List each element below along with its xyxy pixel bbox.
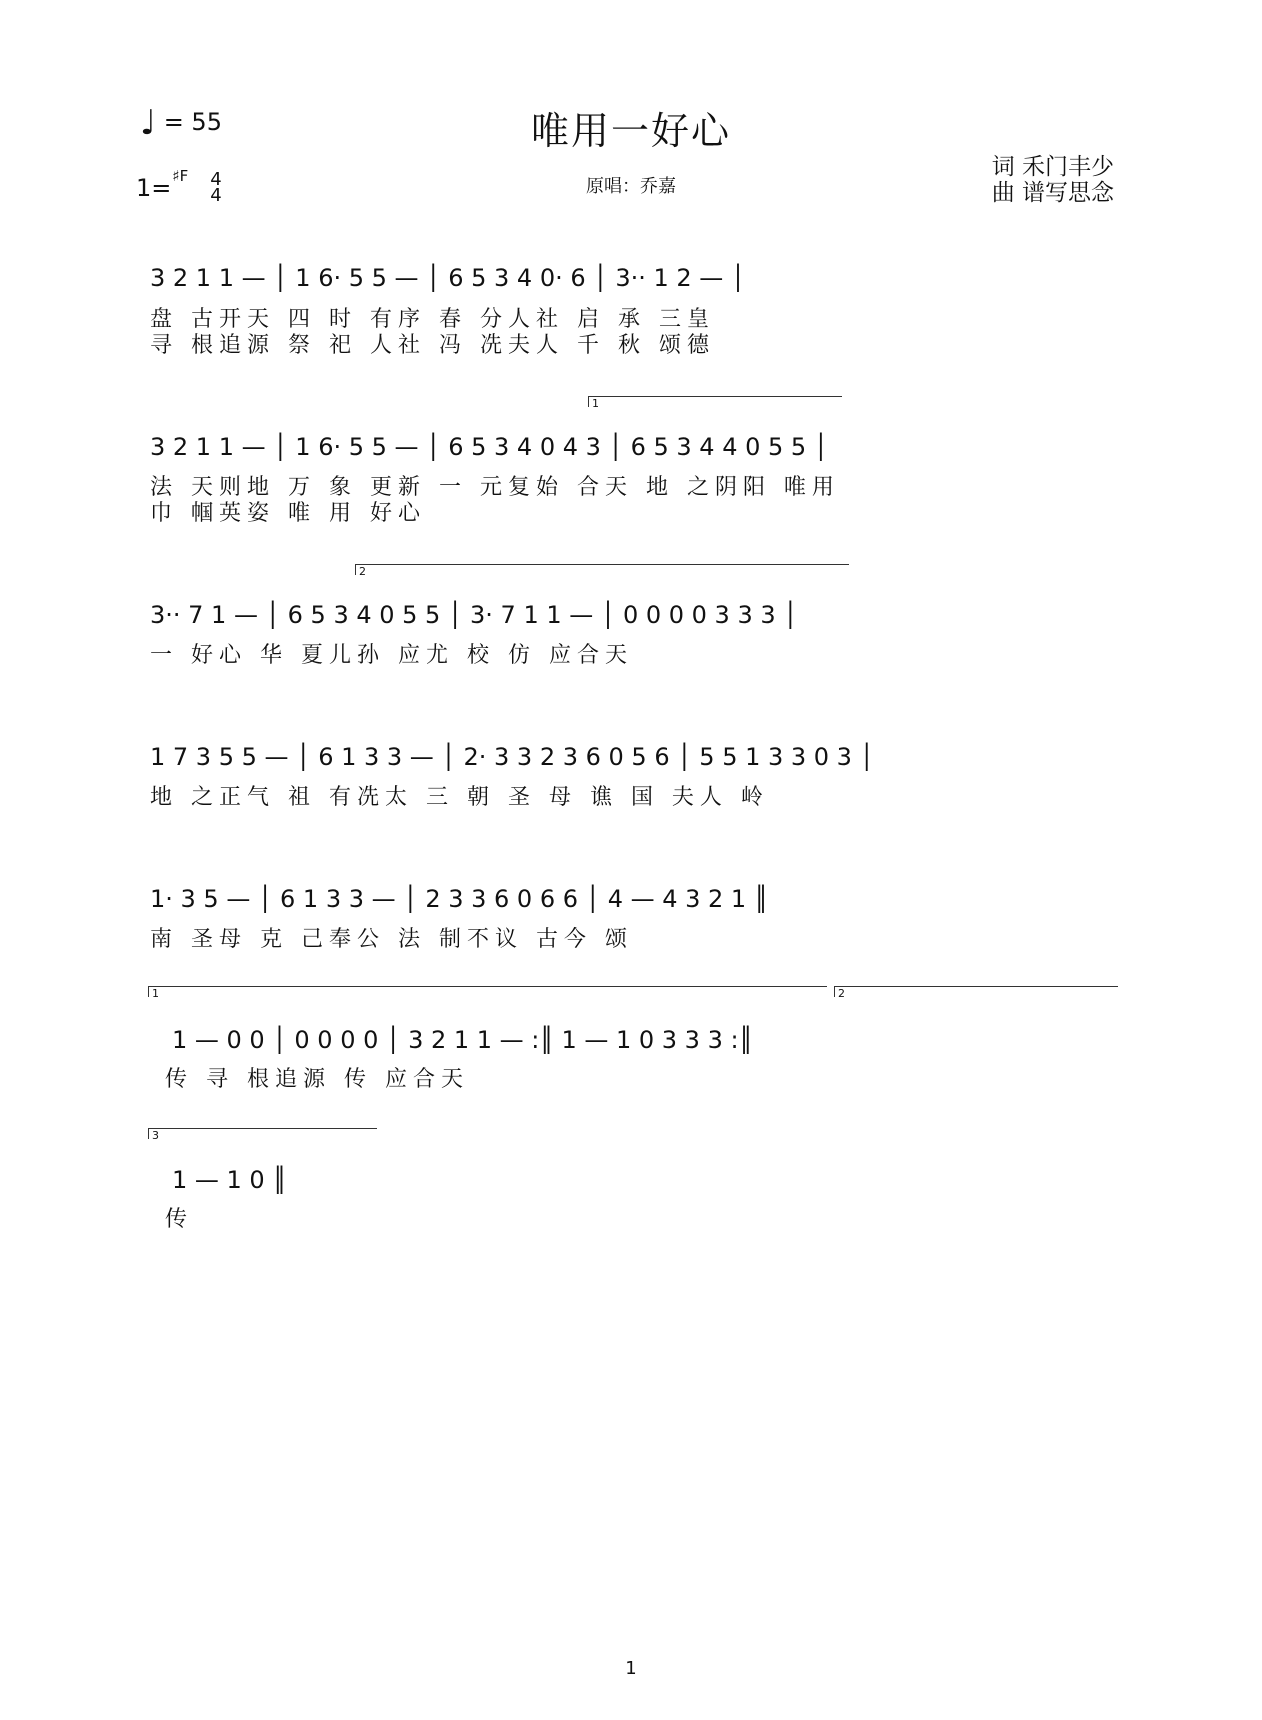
notation-line: 3·· 7 1 — │ 6 5 3 4 0 5 5 │ 3· 7 1 1 — │ 0 0 0 0 3 3 3 │ <box>150 601 798 629</box>
page-number: 1 <box>625 1658 637 1679</box>
volta-bracket: 3 <box>148 1128 377 1139</box>
lyricist: 词 禾门丰少 <box>991 154 1114 180</box>
lyric-verse-2: 寻 根追源 祭 祀 人社 冯 冼夫人 千 秋 颂德 <box>150 333 715 358</box>
credits <box>992 154 1114 206</box>
singer-credit: 原唱：乔嘉 <box>586 176 676 197</box>
volta-bracket: 2 <box>834 986 1118 997</box>
score-row-6 <box>150 1020 1120 1060</box>
composer: 曲 谱写思念 <box>991 180 1114 206</box>
notation-line: 1 — 1 0 ║ <box>172 1166 287 1194</box>
notation-line: 1· 3 5 — │ 6 1 3 3 — │ 2 3 3 6 0 6 6 │ 4 — 4 3 2 1 ║ <box>150 885 769 913</box>
lyric-verse-1: 地 之正气 祖 有冼太 三 朝 圣 母 谯 国 夫人 岭 <box>150 785 769 810</box>
notation-line: 3 2 1 1 — │ 1 6· 5 5 — │ 6 5 3 4 0· 6 │ 3·· 1 2 — │ <box>150 264 746 292</box>
notation-line: 1 — 0 0 │ 0 0 0 0 │ 3 2 1 1 — :║ 1 — 1 0 3 3 3 :║ <box>172 1026 754 1054</box>
score-row-7 <box>150 1160 1120 1200</box>
lyric-verse-1: 传 寻 根追源 传 应合天 <box>165 1067 469 1092</box>
notation-line: 3 2 1 1 — │ 1 6· 5 5 — │ 6 5 3 4 0 4 3 │ 6 5 3 4 4 0 5 5 │ <box>150 433 829 461</box>
volta-bracket: 2 <box>355 564 849 575</box>
time-bottom: 4 <box>210 185 222 206</box>
key-label: 1= <box>136 174 172 202</box>
volta-bracket: 1 <box>588 396 842 407</box>
volta-bracket: 1 <box>148 986 827 997</box>
key-sharp: ♯F <box>172 167 189 185</box>
score-row-4 <box>150 737 1120 777</box>
lyric-verse-2: 巾 帼英姿 唯 用 好心 <box>150 501 426 526</box>
lyric-verse-1: 南 圣母 克 己奉公 法 制不议 古今 颂 <box>150 927 633 952</box>
score-row-3 <box>150 595 1120 635</box>
time-top: 4 <box>210 169 222 190</box>
score-row-1 <box>150 258 1120 298</box>
lyric-verse-1: 传 <box>165 1207 194 1232</box>
quarter-note-icon: ♩ <box>140 103 157 143</box>
page-title: 唯用一好心 <box>530 109 731 153</box>
notation-line: 1 7 3 5 5 — │ 6 1 3 3 — │ 2· 3 3 2 3 6 0 5 6 │ 5 5 1 3 3 0 3 │ <box>150 743 875 771</box>
score-row-5 <box>150 879 1120 919</box>
lyric-verse-1: 法 天则地 万 象 更新 一 元复始 合天 地 之阴阳 唯用 <box>150 475 840 500</box>
score-row-2 <box>150 427 1120 467</box>
lyric-verse-1: 盘 古开天 四 时 有序 春 分人社 启 承 三皇 <box>150 307 715 332</box>
lyric-verse-1: 一 好心 华 夏儿孙 应尤 校 仿 应合天 <box>150 643 633 668</box>
tempo-value: = 55 <box>163 108 222 136</box>
